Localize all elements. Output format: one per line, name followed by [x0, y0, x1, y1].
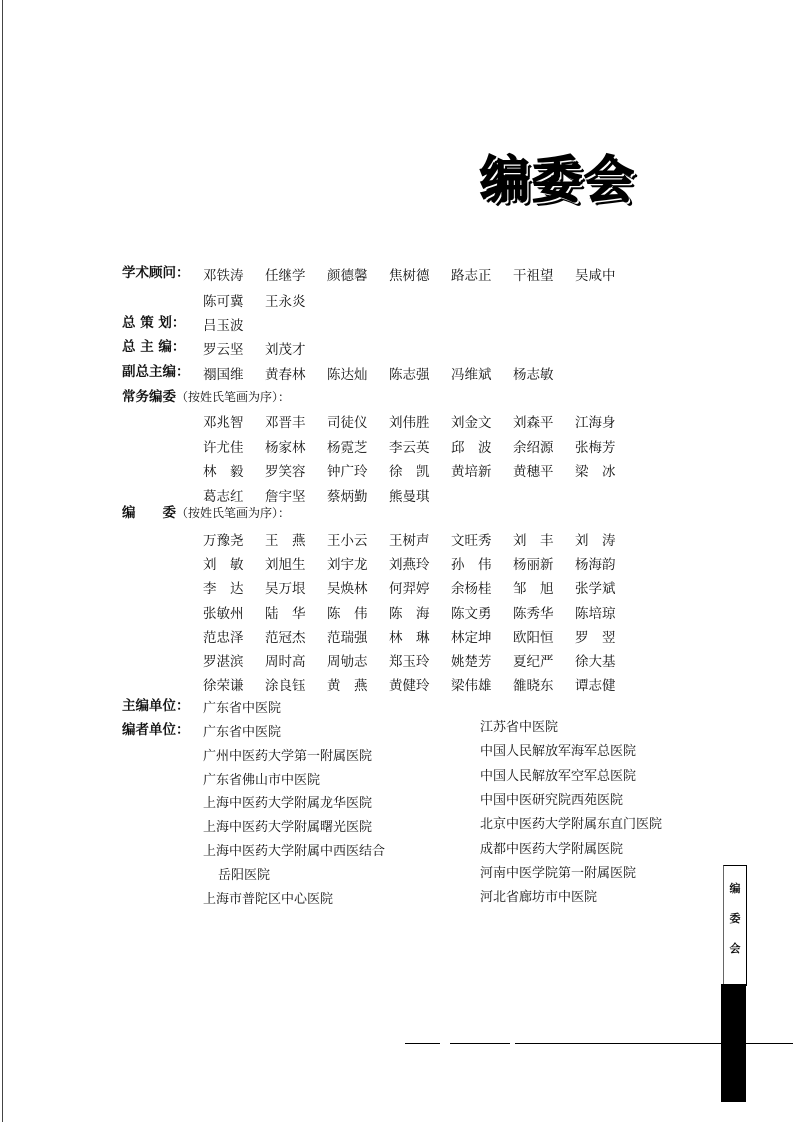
- section-label-row: [122, 314, 206, 332]
- person-name: 陈文勇: [451, 605, 492, 622]
- person-name: 吴咸中: [575, 268, 616, 284]
- footer-rule: [405, 1043, 440, 1044]
- person-name: 何羿婷: [389, 581, 430, 598]
- person-name: 禤国维: [203, 367, 244, 383]
- editing-unit: 上海市普陀区中心医院: [203, 891, 334, 907]
- person-name: 干祖望: [513, 268, 554, 284]
- section-label: 编者单位：: [122, 722, 190, 738]
- section-label: 常务编委: [122, 389, 176, 405]
- section-label-row: [122, 504, 290, 522]
- person-name: 杨志敏: [513, 367, 554, 383]
- person-name: 陈培琼: [575, 605, 616, 622]
- person-name: 杨霓芝: [327, 439, 368, 456]
- section-label-row: [122, 721, 206, 739]
- person-name: 文旺秀: [451, 533, 492, 549]
- person-name: 熊曼琪: [389, 488, 430, 505]
- editing-unit: 河北省廊坊市中医院: [480, 890, 598, 906]
- person-name: 刘旭生: [265, 557, 306, 574]
- person-name: 黄穗平: [513, 464, 554, 480]
- footer-rule: [450, 1043, 510, 1044]
- section-label: 副总主编：: [122, 364, 190, 380]
- page-edge-line: [2, 0, 3, 1122]
- person-name: 余杨桂: [451, 581, 492, 598]
- person-name: 陈秀华: [513, 605, 554, 622]
- person-name: 林定坤: [451, 629, 492, 646]
- person-name: 王 燕: [265, 533, 306, 549]
- person-name: 黄春林: [265, 367, 306, 383]
- person-name: 王永炎: [265, 294, 306, 310]
- person-name: 罗笑容: [265, 464, 306, 480]
- person-name: 刘森平: [513, 415, 554, 431]
- person-name: 吕玉波: [203, 318, 244, 334]
- person-name: 余绍源: [513, 439, 554, 456]
- editing-unit: 上海中医药大学附属龙华医院: [203, 796, 373, 812]
- person-name: 徐荣谦: [203, 678, 244, 695]
- person-name: 郑玉玲: [389, 654, 430, 670]
- editing-unit: 中国人民解放军空军总医院: [480, 768, 637, 784]
- person-name: 詹宇坚: [265, 488, 306, 505]
- person-name: 姚楚芳: [451, 654, 492, 670]
- section-label: 主编单位：: [122, 698, 190, 714]
- person-name: 陆 华: [265, 605, 306, 622]
- section-label: 编 委: [122, 505, 176, 521]
- person-name: 徐大基: [575, 654, 616, 670]
- section-note: （按姓氏笔画为序）：: [176, 506, 291, 520]
- person-name: 颜德馨: [327, 268, 368, 284]
- person-name: 范忠泽: [203, 629, 244, 646]
- person-name: 刘 涛: [575, 533, 616, 549]
- editing-unit: 北京中医药大学附属东直门医院: [480, 817, 663, 833]
- editing-unit: 江苏省中医院: [480, 720, 559, 735]
- person-name: 王树声: [389, 533, 430, 549]
- person-name: 徐 凯: [389, 464, 430, 480]
- section-label: 学术顾问：: [122, 265, 190, 281]
- person-name: 李云英: [389, 439, 430, 456]
- person-name: 邱 波: [451, 439, 492, 456]
- side-tab-char: 委: [729, 912, 741, 925]
- section-label-row: [122, 388, 290, 406]
- person-name: 邓晋丰: [265, 415, 306, 431]
- person-name: 林 琳: [389, 629, 430, 646]
- person-name: 罗湛滨: [203, 654, 244, 670]
- person-name: 王小云: [327, 533, 368, 549]
- person-name: 葛志红: [203, 488, 244, 505]
- editing-unit: 广东省佛山市中医院: [203, 772, 321, 788]
- person-name: 李 达: [203, 581, 244, 598]
- person-name: 任继学: [265, 268, 306, 284]
- person-name: 冯维斌: [451, 367, 492, 383]
- section-label-row: [122, 338, 206, 356]
- person-name: 刘茂才: [265, 342, 306, 358]
- person-name: 陈可冀: [203, 294, 244, 310]
- person-name: 黄培新: [451, 464, 492, 480]
- person-name: 雒晓东: [513, 678, 554, 695]
- person-name: 陈 伟: [327, 605, 368, 622]
- person-name: 司徒仪: [327, 415, 368, 431]
- side-tab-char: 编: [729, 882, 741, 895]
- person-name: 江海身: [575, 415, 616, 431]
- editing-unit: 河南中医学院第一附属医院: [480, 865, 637, 881]
- person-name: 梁 冰: [575, 464, 616, 480]
- person-name: 吴万垠: [265, 581, 306, 598]
- person-name: 邓兆智: [203, 415, 244, 431]
- person-name: 黄健玲: [389, 678, 430, 695]
- person-name: 谭志健: [575, 678, 616, 695]
- person-name: 万豫尧: [203, 533, 244, 549]
- editing-unit: 成都中医药大学附属医院: [480, 841, 624, 857]
- person-name: 张敏州: [203, 605, 244, 622]
- person-name: 周劬志: [327, 654, 368, 670]
- editing-unit: 中国人民解放军海军总医院: [480, 744, 637, 760]
- editing-unit: 上海中医药大学附属中西医结合: [203, 844, 386, 859]
- section-label-row: [122, 363, 206, 381]
- person-name: 欧阳恒: [513, 629, 554, 646]
- person-name: 杨丽新: [513, 557, 554, 574]
- editing-unit: 广州中医药大学第一附属医院: [203, 748, 373, 764]
- person-name: 林 毅: [203, 464, 244, 480]
- person-name: 邓铁涛: [203, 268, 244, 284]
- person-name: 夏纪严: [513, 654, 554, 670]
- person-name: 陈志强: [389, 367, 430, 383]
- person-name: 涂良钰: [265, 678, 306, 695]
- person-name: 罗云坚: [203, 342, 244, 358]
- person-name: 焦树德: [389, 268, 430, 284]
- person-name: 杨家林: [265, 439, 306, 456]
- editing-unit: 岳阳医院: [218, 867, 271, 883]
- person-name: 刘燕玲: [389, 557, 430, 574]
- person-name: 张梅芳: [575, 439, 616, 456]
- side-tab-char: 会: [729, 942, 741, 955]
- person-name: 许尤佳: [203, 439, 244, 456]
- person-name: 吴焕林: [327, 581, 368, 598]
- section-label: 总 策 划：: [122, 315, 186, 331]
- person-name: 罗 翌: [575, 629, 616, 646]
- footer-rule: [515, 1043, 793, 1044]
- person-name: 黄 燕: [327, 678, 368, 695]
- person-name: 邹 旭: [513, 581, 554, 598]
- person-name: 范瑞强: [327, 629, 368, 646]
- person-name: 刘伟胜: [389, 415, 430, 431]
- section-label: 总 主 编：: [122, 339, 186, 355]
- person-name: 陈 海: [389, 605, 430, 622]
- person-name: 蔡炳勤: [327, 488, 368, 505]
- section-label-row: [122, 264, 206, 282]
- person-name: 陈达灿: [327, 367, 368, 383]
- person-name: 杨海韵: [575, 557, 616, 574]
- person-name: 刘宇龙: [327, 557, 368, 574]
- person-name: 钟广玲: [327, 464, 368, 480]
- person-name: 张学斌: [575, 581, 616, 598]
- chief-unit: 广东省中医院: [203, 701, 282, 716]
- person-name: 周时高: [265, 654, 306, 670]
- side-tab: [723, 865, 747, 986]
- section-label-row: [122, 697, 206, 715]
- page-title: 编委会: [480, 150, 636, 209]
- person-name: 刘 丰: [513, 533, 554, 549]
- editing-unit: 广东省中医院: [203, 725, 282, 740]
- person-name: 梁伟雄: [451, 678, 492, 695]
- editing-unit: 中国中医研究院西苑医院: [480, 792, 624, 808]
- person-name: 刘 敏: [203, 557, 244, 574]
- person-name: 孙 伟: [451, 557, 492, 574]
- person-name: 路志正: [451, 268, 492, 284]
- editing-unit: 上海中医药大学附属曙光医院: [203, 820, 373, 836]
- person-name: 刘金文: [451, 415, 492, 431]
- section-note: （按姓氏笔画为序）：: [176, 390, 291, 404]
- person-name: 范冠杰: [265, 629, 306, 646]
